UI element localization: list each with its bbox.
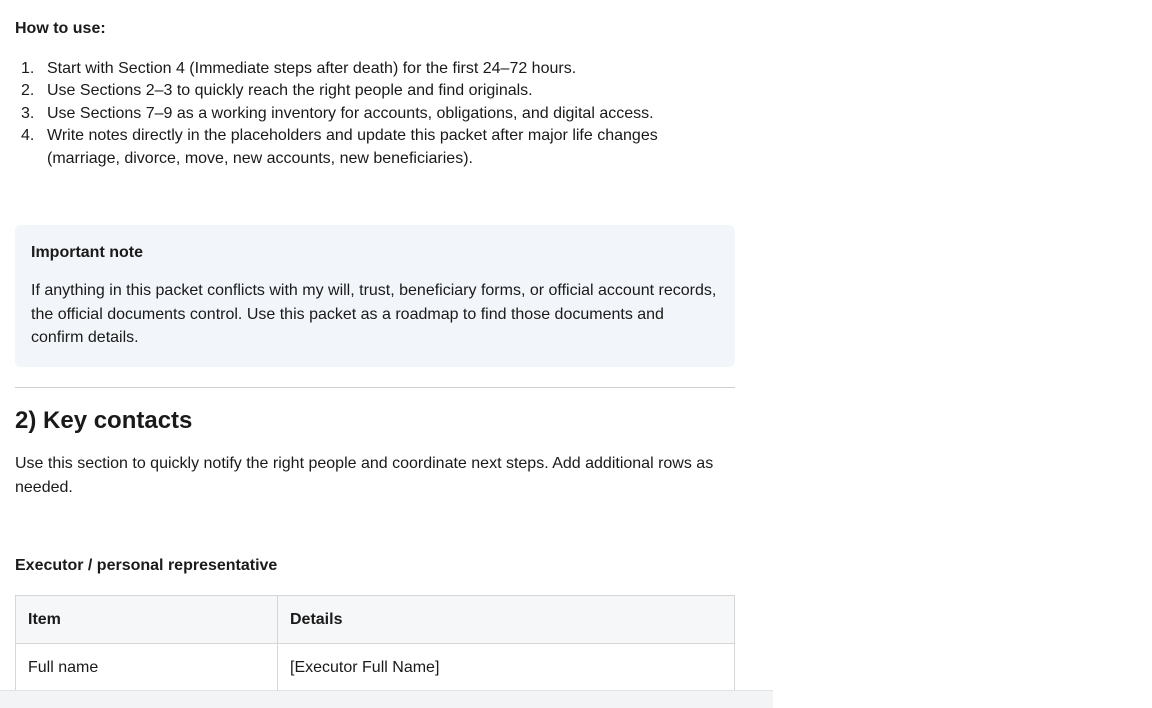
table-cell-details[interactable]: [Executor Full Name] xyxy=(278,644,735,692)
how-to-use-heading: How to use: xyxy=(15,20,106,37)
column-header-item: Item xyxy=(16,596,278,644)
step-item xyxy=(15,125,735,170)
important-note-title: Important note xyxy=(31,244,143,261)
horizontal-scrollbar[interactable] xyxy=(0,690,773,708)
step-number: 4. xyxy=(21,127,35,145)
executor-heading: Executor / personal representative xyxy=(15,557,278,574)
how-to-use-steps xyxy=(15,58,735,170)
step-number: 1. xyxy=(21,60,35,77)
column-header-details: Details xyxy=(278,596,735,644)
section-divider xyxy=(15,387,735,388)
executor-table xyxy=(15,595,735,692)
important-note-callout xyxy=(15,225,735,367)
table-header-row xyxy=(16,596,735,644)
step-text: Use Sections 2–3 to quickly reach the right people and find originals. xyxy=(47,82,533,100)
table-cell-item: Full name xyxy=(16,644,278,692)
step-number: 2. xyxy=(21,82,35,100)
important-note-text: If anything in this packet conflicts with my will, trust, beneficiary forms, or official account records, the official documents control. Use this packet as a roadmap to find those documents and confirm details. xyxy=(31,282,717,346)
key-contacts-title: 2) Key contacts xyxy=(15,407,193,434)
step-item xyxy=(15,58,735,80)
step-text: Start with Section 4 (Immediate steps after death) for the first 24–72 hours. xyxy=(47,60,577,77)
step-text: Write notes directly in the placeholders and update this packet after major life changes (marriage, divorce, move, new accounts, new beneficiaries). xyxy=(47,127,658,167)
step-text: Use Sections 7–9 as a working inventory for accounts, obligations, and digital access. xyxy=(47,104,654,122)
key-contacts-intro: Use this section to quickly notify the right people and coordinate next steps. Add additional rows as needed. xyxy=(15,455,714,496)
step-item xyxy=(15,103,735,125)
table-row xyxy=(16,644,735,692)
step-item xyxy=(15,80,735,102)
step-number: 3. xyxy=(21,104,35,122)
